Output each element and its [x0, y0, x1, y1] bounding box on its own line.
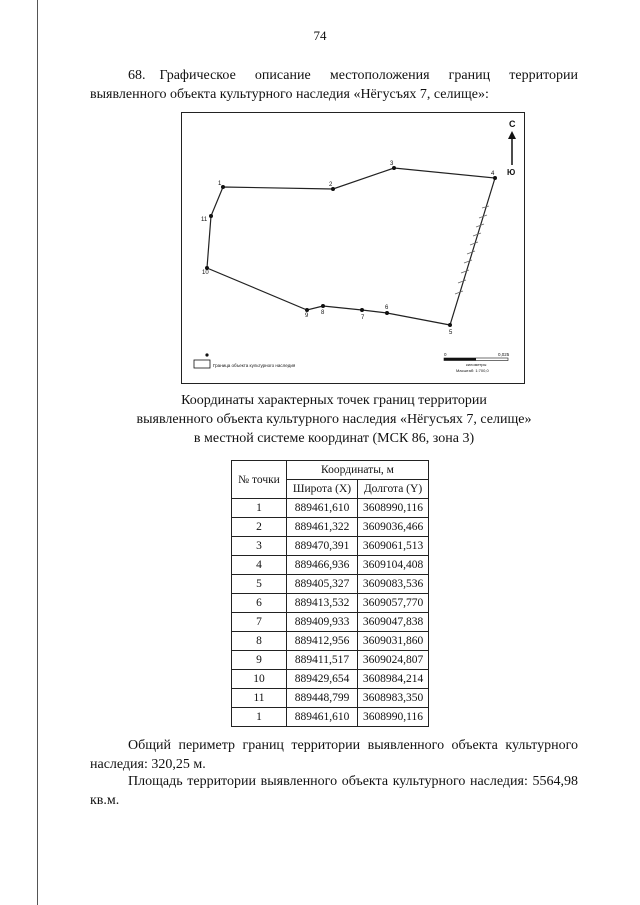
table-row: [232, 651, 429, 670]
coord-x: 889429,654: [287, 670, 358, 689]
point-label-5: 5: [449, 330, 453, 336]
coord-y: 3609024,807: [358, 651, 429, 670]
point-number: 10: [232, 670, 287, 689]
vertex-markers: [205, 166, 497, 327]
coord-x: 889470,391: [287, 537, 358, 556]
coord-y: 3608984,214: [358, 670, 429, 689]
point-number: 9: [232, 651, 287, 670]
coord-y: 3608983,350: [358, 689, 429, 708]
caption-line-1: Координаты характерных точек границ территории: [181, 393, 487, 408]
coord-y: 3608990,116: [358, 708, 429, 727]
boundary-map: [181, 112, 525, 384]
caption-line-2: выявленного объекта культурного наследия «Нёгусъях 7, селище»: [136, 412, 532, 427]
header-coordinates: Координаты, м: [287, 461, 429, 480]
table-caption: [90, 391, 578, 448]
coordinates-table: [231, 460, 429, 727]
legend-text: Граница объекта культурного наследия: [213, 363, 296, 368]
table-row: [232, 632, 429, 651]
coord-x: 889461,610: [287, 708, 358, 727]
area-text: Площадь территории выявленного объекта культурного наследия: 5564,98 кв.м.: [90, 774, 578, 808]
coord-x: 889412,956: [287, 632, 358, 651]
point-number: 11: [232, 689, 287, 708]
point-number: 2: [232, 518, 287, 537]
table-row: [232, 689, 429, 708]
coord-x: 889409,933: [287, 613, 358, 632]
scale-start: 0: [444, 352, 447, 357]
point-number: 1: [232, 708, 287, 727]
point-label-10: 10: [202, 270, 209, 276]
coord-x: 889448,799: [287, 689, 358, 708]
point-label-6: 6: [385, 305, 389, 311]
point-number: 3: [232, 537, 287, 556]
perimeter-text: Общий периметр границ территории выявленного объекта культурного наследия: 320,25 м.: [90, 738, 578, 772]
scale-ratio: Масштаб: 1:700,0: [456, 368, 489, 373]
table-row: [232, 575, 429, 594]
table-row: [232, 670, 429, 689]
table-row: [232, 537, 429, 556]
boundary-map-svg: [182, 113, 526, 385]
point-number: 6: [232, 594, 287, 613]
coord-x: 889461,610: [287, 499, 358, 518]
point-label-1: 1: [218, 181, 222, 187]
table-row: [232, 708, 429, 727]
area-paragraph: [90, 772, 578, 810]
point-label-8: 8: [321, 310, 325, 316]
coord-y: 3609036,466: [358, 518, 429, 537]
coord-x: 889413,532: [287, 594, 358, 613]
point-number: 4: [232, 556, 287, 575]
scale-bar: [444, 352, 510, 373]
caption-line-3: в местной системе координат (МСК 86, зона 3): [193, 431, 475, 446]
header-latitude-x: Широта (X): [287, 480, 358, 499]
table-row: [232, 613, 429, 632]
coord-y: 3609031,860: [358, 632, 429, 651]
heading-number: 68.: [128, 68, 146, 83]
coord-x: 889405,327: [287, 575, 358, 594]
coord-x: 889461,322: [287, 518, 358, 537]
point-number: 5: [232, 575, 287, 594]
point-label-3: 3: [390, 161, 394, 167]
map-legend: [194, 353, 296, 368]
header-longitude-y: Долгота (Y): [358, 480, 429, 499]
header-point-number: № точки: [232, 461, 287, 499]
boundary-polyline: [207, 168, 495, 325]
point-number: 7: [232, 613, 287, 632]
coord-y: 3609104,408: [358, 556, 429, 575]
table-row: [232, 518, 429, 537]
point-label-2: 2: [329, 182, 333, 188]
north-arrow-icon: [507, 119, 516, 177]
coord-y: 3609061,513: [358, 537, 429, 556]
page-margin-line: [37, 0, 38, 905]
table-row: [232, 594, 429, 613]
point-label-4: 4: [491, 171, 495, 177]
section-heading: [90, 66, 578, 104]
heading-text: Графическое описание местоположения границ территории выявленного объекта культурного наследия «Нёгусъях 7, селище»:: [90, 68, 578, 102]
point-label-9: 9: [305, 313, 309, 319]
coord-y: 3609057,770: [358, 594, 429, 613]
coord-y: 3609047,838: [358, 613, 429, 632]
point-number: 1: [232, 499, 287, 518]
perimeter-paragraph: [90, 736, 578, 774]
coord-y: 3609083,536: [358, 575, 429, 594]
hatched-segment: [455, 206, 489, 294]
page-number: 74: [313, 28, 327, 43]
scale-unit: километры: [466, 362, 487, 367]
south-label: Ю: [507, 168, 516, 177]
point-label-7: 7: [361, 315, 365, 321]
table-row: [232, 556, 429, 575]
coord-x: 889411,517: [287, 651, 358, 670]
north-label: С: [509, 119, 516, 129]
point-number: 8: [232, 632, 287, 651]
scale-end: 0,025: [498, 352, 510, 357]
coord-y: 3608990,116: [358, 499, 429, 518]
point-label-11: 11: [201, 217, 208, 223]
coord-x: 889466,936: [287, 556, 358, 575]
table-row: [232, 499, 429, 518]
